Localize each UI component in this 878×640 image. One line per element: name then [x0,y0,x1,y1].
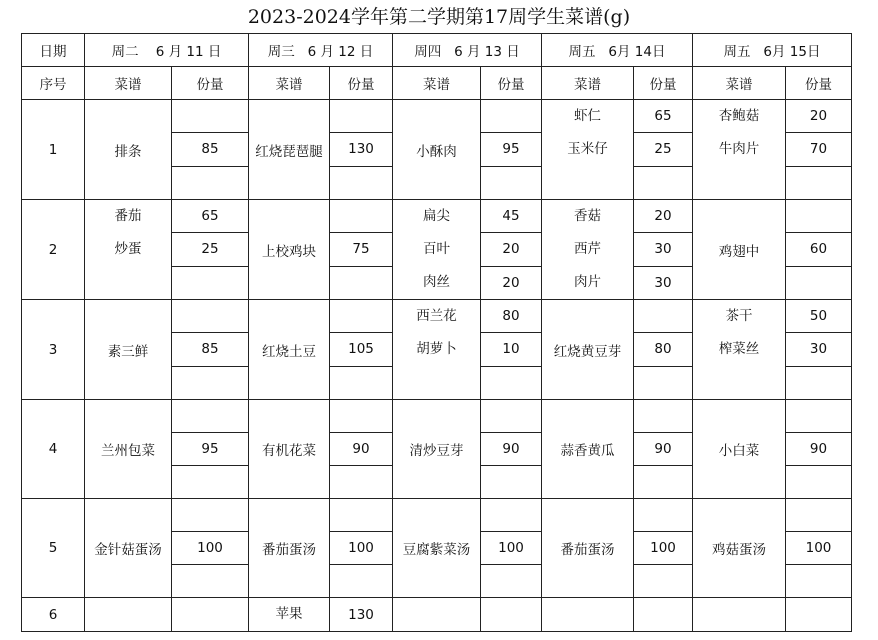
portion-cell [330,466,393,499]
portion-cell [330,166,393,199]
portion-cell: 100 [172,532,249,565]
dish-cell: 蒜香黄瓜 [542,400,634,499]
portion-cell [786,466,852,499]
portion-cell [172,166,249,199]
portion-cell: 20 [481,233,542,266]
dish-line [393,366,480,399]
portion-cell: 20 [481,266,542,299]
portion-cell: 100 [786,532,852,565]
dish-label: 菜谱 [693,67,786,100]
portion-cell: 20 [786,100,852,133]
portion-cell [330,266,393,299]
portion-label: 份量 [330,67,393,100]
dish-line [85,266,171,299]
portion-cell [786,598,852,632]
dish-line: 扁尖 [423,208,451,224]
portion-cell [634,565,693,598]
portion-cell [481,366,542,399]
portion-cell [330,200,393,233]
portion-cell [172,565,249,598]
dish-cell: 红烧琵琶腿 [249,100,330,200]
dish-label: 菜谱 [542,67,634,100]
header-row [22,34,852,67]
portion-cell [786,565,852,598]
dish-cell [693,300,786,400]
dish-cell [249,598,330,632]
dish-cell: 红烧土豆 [249,300,330,400]
dish-cell [85,598,172,632]
portion-cell [786,366,852,399]
portion-cell [634,499,693,532]
day-header-4: 周五 6月 14日 [542,34,693,67]
menu-row [22,499,852,532]
dish-cell [393,300,481,400]
portion-label: 份量 [172,67,249,100]
dish-cell [542,200,634,300]
dish-line: 肉片 [574,274,602,290]
dish-cell: 鸡翅中 [693,200,786,300]
menu-table [21,33,852,632]
dish-line: 百叶 [423,241,451,257]
portion-cell [481,466,542,499]
portion-cell [330,499,393,532]
portion-cell [172,366,249,399]
dish-line: 榨菜丝 [718,341,760,357]
dish-label: 菜谱 [85,67,172,100]
menu-row [22,300,852,333]
portion-cell [786,200,852,233]
portion-cell: 100 [634,532,693,565]
portion-cell [634,366,693,399]
portion-cell [172,266,249,299]
page-title: 2023-2024学年第二学期第17周学生菜谱(g) [247,6,631,28]
portion-cell: 60 [786,233,852,266]
dish-cell [393,200,481,300]
portion-cell [172,598,249,632]
dish-cell: 清炒豆芽 [393,400,481,499]
dish-line: 杏鲍菇 [718,108,760,124]
portion-cell [172,499,249,532]
dish-line [693,366,785,399]
dish-line [85,598,171,631]
portion-cell: 105 [330,333,393,366]
index-label: 序号 [22,67,85,100]
dish-line [393,598,480,631]
portion-cell: 95 [481,133,542,166]
portion-cell [481,598,542,632]
dish-cell [693,598,786,632]
portion-cell: 90 [634,433,693,466]
dish-line: 茶干 [725,308,753,324]
portion-cell: 100 [481,532,542,565]
dish-cell [542,100,634,200]
dish-cell: 小酥肉 [393,100,481,200]
portion-cell: 85 [172,333,249,366]
portion-cell [481,565,542,598]
dish-line: 西芹 [574,241,602,257]
portion-label: 份量 [786,67,852,100]
portion-cell: 25 [172,233,249,266]
portion-cell: 100 [330,532,393,565]
portion-cell: 30 [634,266,693,299]
row-index: 3 [22,300,85,400]
portion-cell [634,598,693,632]
dish-line: 苹果 [275,606,303,622]
dish-line [542,166,633,199]
portion-cell: 50 [786,300,852,333]
dish-cell [393,598,481,632]
day-header-1: 周二 6 月 11 日 [85,34,249,67]
portion-cell: 65 [172,200,249,233]
portion-cell [330,300,393,333]
dish-cell: 番茄蛋汤 [542,499,634,598]
portion-cell [172,400,249,433]
row-index: 6 [22,598,85,632]
portion-cell: 75 [330,233,393,266]
row-index: 5 [22,499,85,598]
dish-cell: 兰州包菜 [85,400,172,499]
dish-line: 番茄 [114,208,142,224]
portion-cell: 90 [330,433,393,466]
portion-cell [634,300,693,333]
dish-cell: 金针菇蛋汤 [85,499,172,598]
portion-cell [481,400,542,433]
portion-cell [786,266,852,299]
dish-label: 菜谱 [393,67,481,100]
dish-line: 虾仁 [574,108,602,124]
portion-cell [481,100,542,133]
dish-cell: 鸡菇蛋汤 [693,499,786,598]
portion-label: 份量 [634,67,693,100]
portion-cell [786,499,852,532]
dish-line: 玉米仔 [567,141,608,157]
portion-cell: 30 [786,333,852,366]
portion-cell [330,366,393,399]
portion-cell [634,400,693,433]
portion-cell [330,400,393,433]
dish-cell: 豆腐紫菜汤 [393,499,481,598]
day-header-5: 周五 6月 15日 [693,34,852,67]
portion-cell [481,499,542,532]
menu-row [22,598,852,632]
portion-label: 份量 [481,67,542,100]
menu-row [22,200,852,233]
portion-cell: 70 [786,133,852,166]
portion-cell: 95 [172,433,249,466]
row-index: 1 [22,100,85,200]
dish-cell [693,100,786,200]
portion-cell: 25 [634,133,693,166]
portion-cell: 85 [172,133,249,166]
dish-cell: 小白菜 [693,400,786,499]
dish-line [542,598,633,631]
portion-cell [786,400,852,433]
dish-cell: 红烧黄豆芽 [542,300,634,400]
subheader-row [22,67,852,100]
portion-cell [786,166,852,199]
portion-cell: 130 [330,133,393,166]
dish-line: 牛肉片 [718,141,760,157]
portion-cell [172,466,249,499]
dish-line: 炒蛋 [114,241,142,257]
day-header-2: 周三 6 月 12 日 [249,34,393,67]
dish-line: 西兰花 [416,308,457,324]
portion-cell [634,466,693,499]
dish-cell: 上校鸡块 [249,200,330,300]
portion-cell: 30 [634,233,693,266]
portion-cell [172,300,249,333]
portion-cell: 90 [481,433,542,466]
dish-label: 菜谱 [249,67,330,100]
dish-cell [85,200,172,300]
portion-cell: 20 [634,200,693,233]
dish-cell: 素三鲜 [85,300,172,400]
row-index: 4 [22,400,85,499]
portion-cell [172,100,249,133]
row-index: 2 [22,200,85,300]
dish-cell: 排条 [85,100,172,200]
portion-cell: 80 [634,333,693,366]
dish-line [693,166,785,199]
dish-line: 肉丝 [423,274,451,290]
dish-cell: 番茄蛋汤 [249,499,330,598]
menu-row [22,100,852,133]
dish-cell: 有机花菜 [249,400,330,499]
portion-cell [634,166,693,199]
dish-line: 胡萝卜 [416,341,457,357]
dish-line [693,598,785,631]
menu-row [22,400,852,433]
portion-cell [481,166,542,199]
portion-cell: 90 [786,433,852,466]
portion-cell: 65 [634,100,693,133]
portion-cell: 45 [481,200,542,233]
portion-cell: 130 [330,598,393,632]
day-header-3: 周四 6 月 13 日 [393,34,542,67]
dish-line: 香菇 [574,208,602,224]
date-label: 日期 [22,34,85,67]
dish-cell [542,598,634,632]
portion-cell [330,565,393,598]
portion-cell: 10 [481,333,542,366]
portion-cell [330,100,393,133]
portion-cell: 80 [481,300,542,333]
